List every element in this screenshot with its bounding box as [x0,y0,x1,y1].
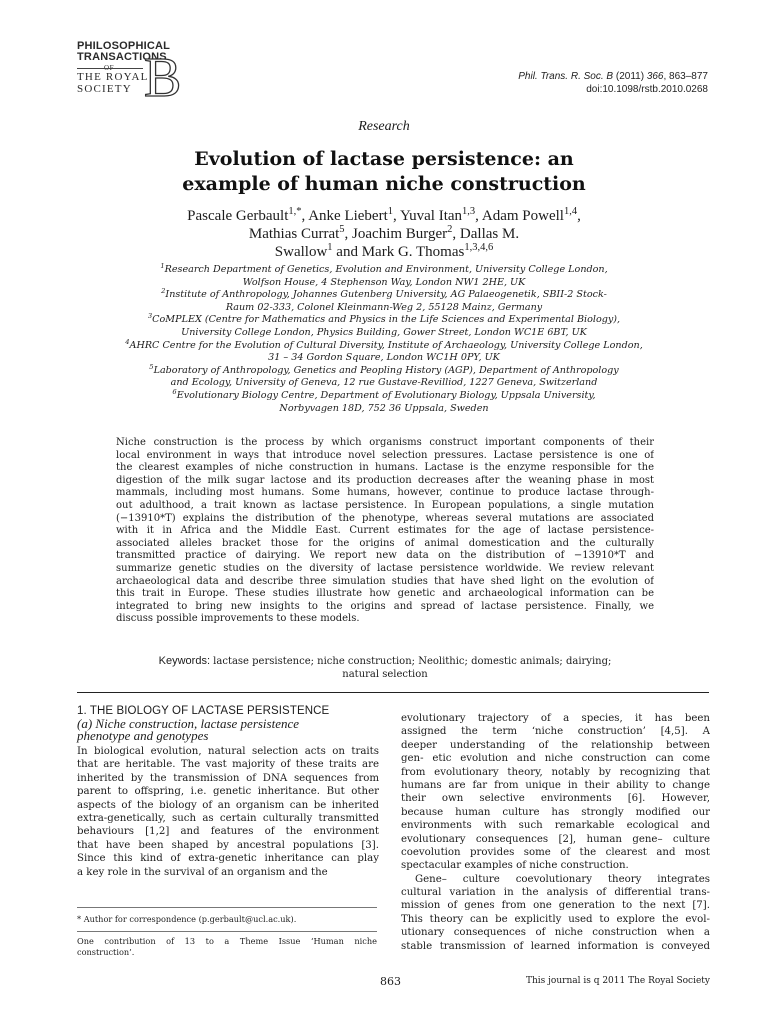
abstract-line: archaeological data and describe three simulation studies that have shed light on the evolution of [116,575,654,587]
affiliation [88,314,680,339]
affiliation-line [88,314,680,327]
author-sep: , [475,208,482,224]
abstract-line: mammals, including most humans. Some humans, however, continue to produce lactase through- [116,487,654,499]
affiliation-text: Evolutionary Biology Centre, Department of Evolutionary Biology, Uppsala University, [176,389,596,401]
keywords-label: Keywords: [158,655,210,667]
logo-divider [77,68,143,69]
author-name: Yuval Itan [399,208,463,224]
affiliation-sup: 1 [160,261,165,270]
copyright-notice: This journal is q 2011 The Royal Society [525,976,710,986]
author-name: Anke Liebert [308,208,388,224]
corresponding-author-star: * [296,206,302,217]
abstract-line: summarize genetic studies on the diversity of lactase persistence worldwide. We review relevant [116,562,654,574]
keywords-text: lactase persistence; niche construction; Neolithic; domestic animals; dairying; [210,656,612,667]
subsection-heading-line: (a) Niche construction, lactase persistence [77,716,300,731]
author-sep: and [332,244,362,260]
affiliation-line: Wolfson House, 4 Stephenson Way, London NW1 2HE, UK [242,276,526,288]
author-list [100,207,668,261]
logo-line4: THE ROYAL [77,71,149,83]
keywords [116,655,654,681]
abstract-line: with it in Africa and the Middle East. Current estimates for the age of lactase persistence- [116,525,654,537]
author-name: Dallas M. [459,226,520,242]
body-line: their own selective environments [6]. However, [401,793,710,805]
citation-volume: 366 [646,71,664,82]
theme-issue-line: One contribution of 13 to a Theme Issue ‘Human niche [77,936,377,946]
section-heading: 1. THE BIOLOGY OF LACTASE PERSISTENCE [77,705,330,717]
author-name: Pascale Gerbault [187,208,289,224]
affiliation-line: Raum 02-333, Colonel Kleinmann-Weg 2, 55128 Mainz, Germany [225,301,543,313]
body-line: assigned the term ‘niche construction’ [4,5]. A [401,726,710,738]
affiliation [88,362,680,390]
footnote-divider-2 [77,931,377,932]
abstract-line: Niche construction is the process by which organisms construct important components of their [116,437,654,448]
body-line: because human culture has strongly modified our [401,806,710,818]
author-affil-sup: 1 [327,242,333,253]
theme-issue-footnote [77,936,377,958]
affiliation-line: Norbyvagen 18D, 752 36 Uppsala, Sweden [279,402,489,414]
body-line: stable transmission of learned information is conveyed [401,940,710,952]
body-line: behaviours [1,2] and features of the environment [77,826,379,838]
affiliation-sup: 3 [147,312,153,321]
author-name: Adam Powell [481,208,564,224]
author-sep: , [344,226,353,242]
body-line: evolutionary consequences [2], human gene– culture [401,833,710,845]
body-line: In biological evolution, natural selection acts on traits [77,746,379,757]
abstract-line: local environment in ways that introduce novel selection pressures. Lactase persistence is one of [116,449,654,461]
logo-line3: OF [104,64,115,72]
author-line [100,207,668,225]
abstract-line: out adulthood, a trait known as lactase persistence. In European populations, a single mutation [116,499,654,511]
footnote-divider [77,907,377,908]
affiliation-line: University College London, Physics Building, Gower Street, London WC1E 6BT, UK [181,326,587,338]
body-line: extra-genetically, such as certain culturally transmitted [77,812,379,824]
affiliation-line [88,261,680,277]
subsection-heading-line: phenotype and genotypes [77,728,209,743]
body-line: deeper understanding of the relationship between [401,739,710,751]
abstract-line: the clearest examples of niche construction in humans. Lactase is the enzyme responsible for the [116,462,654,474]
body-column-left [77,705,379,879]
author-line [100,243,668,261]
body-line: coevolution provides some of the clearest and most [401,846,710,858]
affiliation-line: and Ecology, University of Geneva, 12 rue Gustave-Revilliod, 1227 Geneva, Switzerland [170,377,598,389]
affiliation-line [88,289,680,302]
affiliation-text: CoMPLEX (Centre for Mathematics and Physics in the Life Sciences and Experimental Biology), [152,314,621,326]
author-name: Joachim Burger [352,226,448,242]
correspondence-prefix: * Author for correspondence ( [77,914,202,924]
keywords-line-2: natural selection [342,669,428,680]
body-line: Gene– culture coevolutionary theory integrates [415,873,710,885]
logo-line5: SOCIETY [77,83,132,95]
abstract-divider [77,692,709,693]
affiliation [88,289,680,314]
affiliation-sup: 5 [149,362,154,371]
citation-doi[interactable]: doi:10.1098/rstb.2010.0268 [586,84,708,95]
body-line: This theory can be explicitly used to explore the evol- [401,913,710,925]
affiliation-text: AHRC Centre for the Evolution of Cultural Diversity, Institute of Archaeology, University College London, [129,339,643,351]
author-affil-sup: 1,3 [462,206,476,217]
author-name: Swallow [274,244,328,260]
subsection-heading [77,718,379,742]
abstract-line: digestion of the milk sugar lactose and its production decreases after the weaning phase in most [116,474,654,486]
body-line: humans are far from unique in their ability to change [401,779,710,791]
body-line: cultural variation in the analysis of differential trans- [401,887,710,899]
page-number: 863 [380,975,401,988]
logo-line1: PHILOSOPHICAL [77,40,171,52]
abstract-line: transmitted practice of dairying. We report new data on the distribution of −13910*T and [116,550,654,562]
body-line: from evolutionary theory, notably by recognizing that [401,766,710,778]
body-line: that are heritable. The vast majority of these traits are [77,759,379,771]
affiliation-text: Institute of Anthropology, Johannes Gutenberg University, AG Palaeogenetik, SBII-2 Stock- [165,289,607,301]
correspondence-suffix: ). [290,914,297,924]
logo-line2: TRANSACTIONS [77,51,167,63]
author-affil-sup: 1, [288,206,297,217]
author-sep: , [393,208,400,224]
body-line: that have been shaped by ancestral populations [3]. [77,839,379,851]
body-line: parent to offspring, i.e. genetic inheritance. But other [77,786,379,798]
affiliation [88,261,680,289]
body-column-right [401,712,710,953]
abstract-line: associated alleles bracket those for the origins of animal domestication and the culturally [116,537,654,549]
citation-journal: Phil. Trans. R. Soc. B [518,71,614,82]
theme-issue-line: construction’. [77,947,135,957]
affiliation-sup: 4 [125,337,130,346]
body-paragraph [401,712,710,873]
citation-pages: , 863–877 [663,71,708,82]
article-title [60,147,708,197]
affiliation-line [88,337,680,353]
affiliation [88,337,680,365]
affiliation-sup: 6 [172,387,177,396]
author-affil-sup: 2 [447,224,453,235]
body-line: gen- etic evolution and niche construction can come [401,753,710,765]
author-sep: , [301,208,309,224]
journal-citation [518,70,708,83]
correspondence-email-link[interactable]: p.gerbault@ucl.ac.uk [201,914,291,924]
author-sep: , [577,208,581,224]
author-affil-sup: 1,3,4,6 [464,242,494,253]
body-paragraph [77,745,379,879]
affiliation-text: Research Department of Genetics, Evolution and Environment, University College London, [164,264,608,275]
author-sep: , [452,226,460,242]
author-name: Mathias Currat [248,226,340,242]
title-line-1: Evolution of lactase persistence: an [194,148,574,170]
author-affil-sup: 1,4 [563,206,578,217]
body-line: evolutionary trajectory of a species, it has been [401,713,710,724]
abstract-line: integrated to bring new insights to the origins and spread of lactase persistence. Finally, we [116,600,654,612]
citation-year: (2011) [615,71,647,82]
title-line-2: example of human niche construction [182,173,586,195]
body-line: inherited by the transmission of DNA sequences from [77,772,379,784]
affiliation-text: Laboratory of Anthropology, Genetics and Peopling History (AGP), Department of Anthropology [153,364,619,376]
keywords-line-1 [116,655,654,668]
affiliation-line [88,387,680,403]
body-line: Since this kind of extra-genetic inheritance can play [77,853,379,865]
author-name: Mark G. Thomas [361,244,465,260]
affiliation-line [88,362,680,378]
abstract [116,437,654,626]
affiliation-list [88,261,680,415]
abstract-line: (−13910*T) explains the distribution of the phenotype, whereas several mutations are associated [116,512,654,524]
body-line: spectacular examples of niche construction. [401,860,629,872]
logo-letter: B [144,47,182,109]
article-section-label: Research [358,119,410,134]
body-line: mission of genes from one generation to the next [7]. [401,900,710,912]
body-line: environments with such remarkable ecological and [401,820,710,832]
abstract-line: this trait in Europe. These studies illustrate how genetic and archaeological information can be [116,588,654,600]
body-line: aspects of the biology of an organism can be inherited [77,799,379,811]
author-line [100,225,668,243]
affiliation [88,387,680,415]
body-paragraph [401,873,710,953]
body-line: utionary consequences of niche construction when a [401,927,710,939]
author-affil-sup: 1 [387,206,394,217]
affiliation-sup: 2 [161,287,166,295]
abstract-line: discuss possible improvements to these models. [116,613,360,625]
affiliation-line: 31 – 34 Gordon Square, London WC1H 0PY, UK [268,352,500,364]
author-affil-sup: 5 [339,224,345,235]
body-line: a key role in the survival of an organism and the [77,866,328,878]
correspondence-footnote [77,914,377,925]
